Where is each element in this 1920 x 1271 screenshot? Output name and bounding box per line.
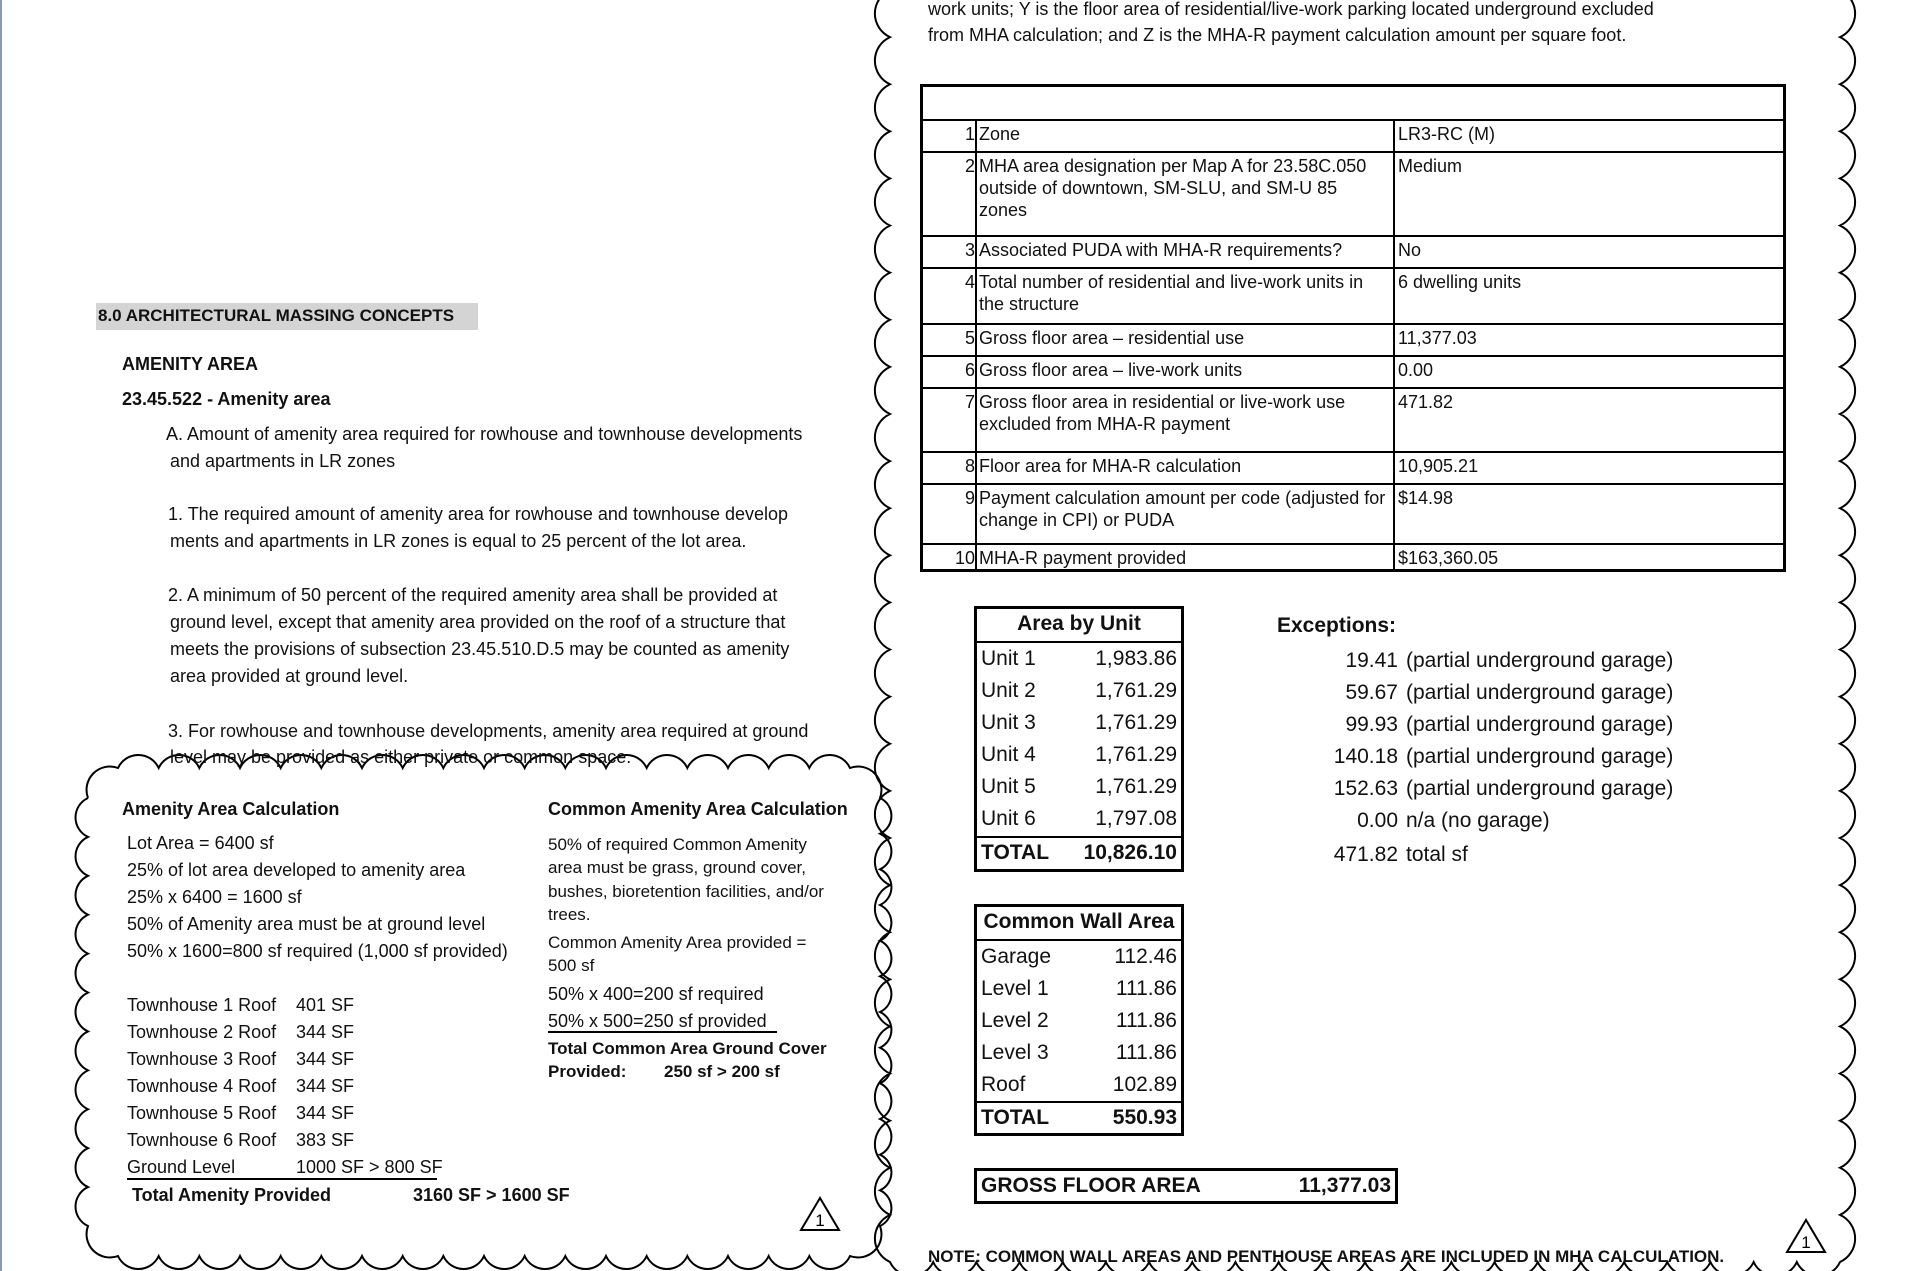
footer-note: NOTE: COMMON WALL AREAS AND PENTHOUSE AREAS ARE INCLUDED IN MHA CALCULATION. [928,1247,1725,1266]
exception-total-value: 471.82 [1333,843,1398,866]
revision-triangle-right [1787,1220,1825,1252]
mha-row-value: $14.98 [1398,488,1454,508]
gross-floor-area-value: 11,377.03 [1298,1174,1391,1197]
common-calc-line: bushes, bioretention facilities, and/or [548,882,824,901]
total-value: 10,826.10 [1083,841,1177,864]
common-calc-provided: 50% x 500=250 sf provided [548,1011,767,1031]
roof-value: 344 SF [296,1022,355,1042]
mha-row-description: Gross floor area – residential use [979,328,1245,348]
wall-value: 112.46 [1114,945,1177,968]
unit-value: 1,797.08 [1095,807,1177,830]
unit-label: Unit 4 [981,743,1036,766]
wall-value: 111.86 [1115,1009,1177,1032]
common-calc-line: 500 sf [548,956,595,975]
mha-row-value: 10,905.21 [1398,456,1479,476]
common-total-value: 250 sf > 200 sf [664,1062,780,1081]
mha-row-description: Associated PUDA with MHA-R requirements? [979,240,1343,260]
amenity-calc-line: 50% of Amenity area must be at ground level [127,914,486,934]
mha-row [923,235,1783,267]
total-value: 550.93 [1112,1106,1177,1129]
area-by-unit-table [974,606,1184,872]
revision-triangle-left [801,1198,839,1230]
table-row [981,1038,1177,1068]
roof-value: 383 SF [296,1130,355,1150]
mha-row [923,387,1783,451]
para-2-line: area provided at ground level. [170,666,409,686]
roof-label: Townhouse 4 Roof [127,1076,277,1096]
ground-level-label: Ground Level [127,1157,236,1177]
svg-text:1: 1 [815,1211,825,1230]
table-row [981,708,1177,738]
table-total-row [981,1103,1177,1133]
mha-row-description: Gross floor area – live-work units [979,360,1243,380]
mha-row-number: 5 [964,328,975,348]
wall-value: 111.86 [1115,1041,1177,1064]
table-row [981,974,1177,1004]
total-amenity-value: 3160 SF > 1600 SF [413,1185,570,1205]
area-by-unit-heading: Area by Unit [1017,612,1141,635]
roof-value: 344 SF [296,1049,355,1069]
para-2-line: 2. A minimum of 50 percent of the required amenity area shall be provided at [168,585,778,605]
exception-value: 140.18 [1333,745,1398,768]
wall-label: Garage [981,945,1052,968]
page-left-edge [0,0,2,1271]
mha-row [923,543,1783,572]
exception-note: (partial underground garage) [1406,745,1674,768]
mha-row-value: No [1398,240,1422,260]
wall-value: 111.86 [1115,977,1177,1000]
table-row [981,644,1177,674]
table-row [981,772,1177,802]
code-heading: 23.45.522 - Amenity area [122,389,331,409]
mha-row-description: Floor area for MHA-R calculation [979,456,1242,476]
mha-row [923,267,1783,323]
exception-note: n/a (no garage) [1406,809,1550,832]
mha-row [923,483,1783,543]
mha-row [923,451,1783,483]
unit-label: Unit 5 [981,775,1036,798]
table-total-row [981,838,1177,868]
wall-label: Roof [981,1073,1026,1096]
unit-label: Unit 1 [981,647,1036,670]
common-wall-heading: Common Wall Area [983,910,1175,933]
common-calc-provided-underline [548,1031,777,1033]
common-calc-line: trees. [548,905,591,924]
exception-value: 59.67 [1345,681,1398,704]
mha-row-value: 0.00 [1398,360,1434,380]
unit-label: Unit 3 [981,711,1036,734]
mha-row-value: LR3-RC (M) [1398,124,1495,144]
ground-level-underline [127,1178,437,1180]
mha-row-value: 471.82 [1398,392,1454,412]
para-3-line: level may be provided as either private or common space. [170,747,632,767]
amenity-heading: AMENITY AREA [122,354,259,374]
mha-table [920,84,1786,572]
mha-row-description: Total number of residential and live-work units in the structure [979,272,1364,314]
amenity-calc-heading: Amenity Area Calculation [122,799,340,819]
para-a-line: A. Amount of amenity area required for rowhouse and townhouse developments [166,424,803,444]
exception-note: (partial underground garage) [1406,713,1674,736]
exception-total-note: total sf [1406,843,1468,866]
total-label: TOTAL [981,1106,1050,1129]
svg-text:1: 1 [1801,1233,1811,1252]
intro-line-2: from MHA calculation; and Z is the MHA-R payment calculation amount per square foot. [928,25,1627,45]
wall-label: Level 2 [981,1009,1049,1032]
wall-label: Level 3 [981,1041,1049,1064]
intro-line-1: work units; Y is the floor area of residential/live-work parking located underground excluded [928,0,1654,19]
ground-level-value: 1000 SF > 800 SF [296,1157,443,1177]
unit-label: Unit 2 [981,679,1036,702]
total-label: TOTAL [981,841,1050,864]
exception-value: 152.63 [1333,777,1398,800]
mha-row-description: Payment calculation amount per code (adjusted for change in CPI) or PUDA [979,488,1386,530]
roof-value: 344 SF [296,1076,355,1096]
gross-floor-area-row [981,1171,1391,1201]
exception-value: 0.00 [1357,809,1398,832]
wall-label: Level 1 [981,977,1049,1000]
gross-floor-area-label: GROSS FLOOR AREA [981,1174,1201,1197]
exception-note: (partial underground garage) [1406,777,1674,800]
table-row [981,676,1177,706]
unit-value: 1,761.29 [1095,775,1177,798]
exception-value: 19.41 [1345,649,1398,672]
mha-row-description: MHA-R payment provided [979,548,1187,568]
exception-value: 99.93 [1345,713,1398,736]
mha-row [923,119,1783,151]
para-3-line: 3. For rowhouse and townhouse developments, amenity area required at ground [168,721,809,741]
mha-row-number: 3 [964,240,975,260]
mha-row-number: 4 [964,272,975,292]
mha-row [923,355,1783,387]
unit-value: 1,983.86 [1095,647,1177,670]
roof-value: 344 SF [296,1103,355,1123]
mha-row-number: 7 [964,392,975,412]
mha-row-value: 6 dwelling units [1398,272,1522,292]
para-1-line: ments and apartments in LR zones is equal to 25 percent of the lot area. [170,531,747,551]
exceptions-list [1300,645,1700,875]
section-heading-text: 8.0 ARCHITECTURAL MASSING CONCEPTS [98,306,455,325]
mha-row-description: Zone [979,124,1021,144]
mha-row [923,323,1783,355]
para-2-line: ground level, except that amenity area provided on the roof of a structure that [170,612,786,632]
para-a-line: and apartments in LR zones [170,451,396,471]
para-1-line: 1. The required amount of amenity area for rowhouse and townhouse develop [168,504,789,524]
para-2-line: meets the provisions of subsection 23.45.510.D.5 may be counted as amenity [170,639,790,659]
exception-note: (partial underground garage) [1406,649,1674,672]
mha-row-description: Gross floor area in residential or live-work use excluded from MHA-R payment [979,392,1346,434]
common-calc-line: Common Amenity Area provided = [548,933,807,952]
table-row [981,1070,1177,1100]
roof-value: 401 SF [296,995,355,1015]
table-row [981,740,1177,770]
mha-row-number: 1 [964,124,975,144]
roof-label: Townhouse 1 Roof [127,995,277,1015]
common-calc-line: area must be grass, ground cover, [548,858,806,877]
mha-row-value: $163,360.05 [1398,548,1499,568]
table-row [981,804,1177,834]
amenity-calc-line: 50% x 1600=800 sf required (1,000 sf provided) [127,941,508,961]
amenity-calc-line: 25% of lot area developed to amenity area [127,860,466,880]
unit-value: 1,761.29 [1095,679,1177,702]
roof-label: Townhouse 5 Roof [127,1103,277,1123]
common-calc-line: 50% of required Common Amenity [548,835,807,854]
unit-label: Unit 6 [981,807,1036,830]
mha-row-value: Medium [1398,156,1463,176]
mha-row-number: 2 [964,156,975,176]
roof-label: Townhouse 2 Roof [127,1022,277,1042]
roof-label: Townhouse 6 Roof [127,1130,277,1150]
mha-row-number: 9 [964,488,975,508]
mha-row [923,151,1783,235]
table-row [981,942,1177,972]
gross-floor-area-box [974,1168,1398,1204]
roof-label: Townhouse 3 Roof [127,1049,277,1069]
amenity-calc-line: 25% x 6400 = 1600 sf [127,887,302,907]
mha-row-description: MHA area designation per Map A for 23.58C.050 outside of downtown, SM-SLU, and SM-U 85 zones [979,156,1367,220]
wall-value: 102.89 [1112,1073,1177,1096]
mha-row-value: 11,377.03 [1398,328,1477,348]
total-amenity-label: Total Amenity Provided [132,1185,332,1205]
mha-row-number: 6 [964,360,975,380]
amenity-calc-line: Lot Area = 6400 sf [127,833,274,853]
common-calc-required: 50% x 400=200 sf required [548,984,764,1004]
unit-value: 1,761.29 [1095,711,1177,734]
common-total-label: Provided: [548,1062,627,1081]
table-row [981,1006,1177,1036]
unit-value: 1,761.29 [1095,743,1177,766]
mha-row-number: 10 [954,548,975,568]
exceptions-heading: Exceptions: [1277,614,1397,637]
mha-row-number: 8 [964,456,975,476]
exception-note: (partial underground garage) [1406,681,1674,704]
common-wall-table [974,904,1184,1136]
common-calc-heading: Common Amenity Area Calculation [548,799,848,819]
common-total-line: Total Common Area Ground Cover [548,1039,827,1058]
